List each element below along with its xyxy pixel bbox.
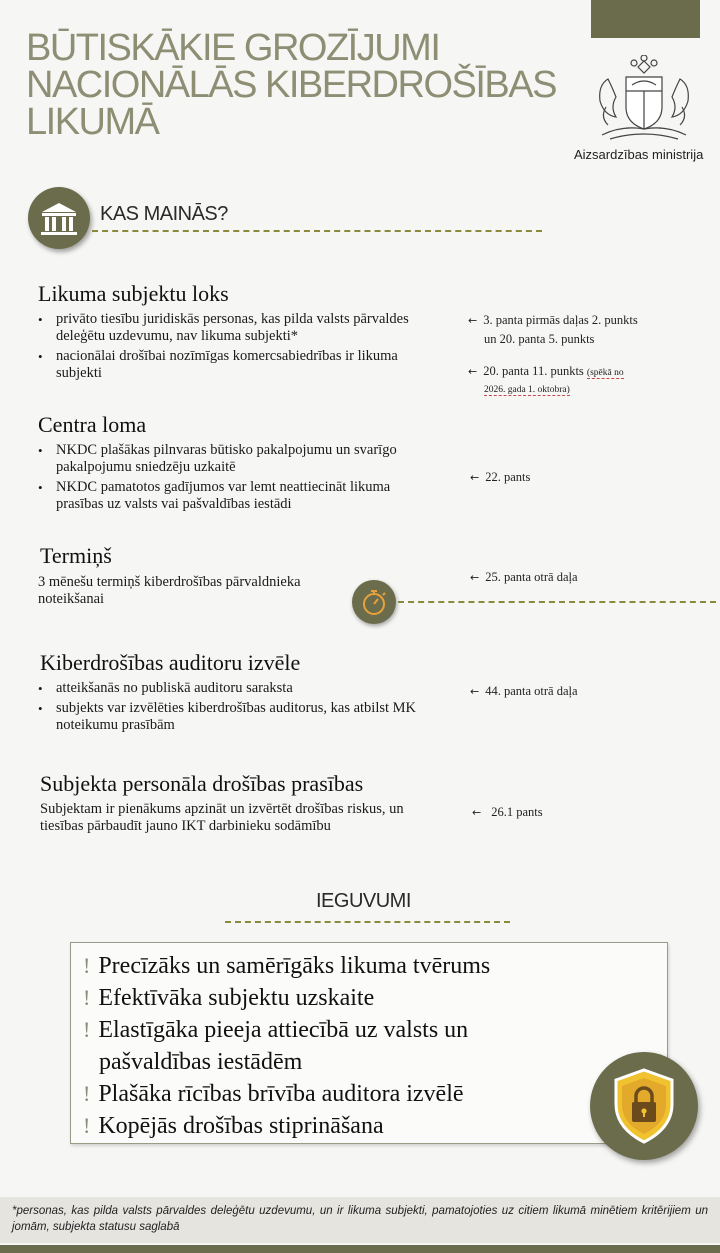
- changes-heading: KAS MAINĀS?: [100, 203, 228, 225]
- benefit-item: ! Precīzāks un samērīgāks likuma tvērums: [83, 953, 491, 979]
- deadline-divider: [398, 601, 716, 603]
- arrow-left-icon: ←: [472, 806, 482, 819]
- government-building-icon: [28, 187, 90, 249]
- list-item: • subjekts var izvēlēties kiberdrošības auditorus, kas atbilst MK noteikumu prasībām: [38, 700, 428, 734]
- shield-lock-icon: [590, 1052, 698, 1160]
- reference-subjects-2: ← 20. panta 11. punkts (spēkā no 2026. gada 1. oktobra): [468, 364, 624, 395]
- benefit-item-continued: pašvaldības iestādēm: [99, 1049, 303, 1075]
- title-line-3: LIKUMĀ: [26, 101, 159, 143]
- title-line-1: BŪTISKĀKIE GROZĪJUMI: [26, 27, 440, 69]
- list-item: • nacionālai drošībai nozīmīgas komercsabiedrības ir likuma subjekti: [38, 348, 428, 382]
- section-title-subjects: Likuma subjektu loks: [38, 281, 229, 306]
- section-text-personnel: Subjektam ir pienākums apzināt un izvērtēt drošības riskus, un tiesības pārbaudīt jauno IKT darbinieku sodāmību: [40, 801, 404, 834]
- arrow-left-icon: ←: [468, 365, 478, 378]
- reference-personnel: ← 26.1 pants: [472, 805, 543, 819]
- title-line-2: NACIONĀLĀS KIBERDROŠĪBAS: [26, 64, 556, 106]
- section-title-auditors: Kiberdrošības auditoru izvēle: [40, 650, 301, 675]
- list-item: • NKDC plašākas pilnvaras būtisko pakalpojumu un svarīgo pakalpojumu sniedzēju uzkaitē: [38, 442, 428, 476]
- heading-divider: [92, 230, 542, 232]
- stopwatch-icon: [352, 580, 396, 624]
- coat-of-arms-icon: [588, 55, 700, 147]
- reference-subjects-1: ← 3. panta pirmās daļas 2. punkts un 20. panta 5. punkts: [468, 313, 638, 346]
- benefits-divider: [225, 921, 510, 923]
- reference-auditors: ← 44. panta otrā daļa: [470, 684, 578, 698]
- section-list-subjects: [38, 311, 428, 385]
- benefit-item: ! Elastīgāka pieeja attiecībā uz valsts un: [83, 1017, 469, 1043]
- reference-deadline: ← 25. panta otrā daļa: [470, 570, 578, 584]
- arrow-left-icon: ←: [470, 571, 480, 584]
- benefits-heading: IEGUVUMI: [316, 890, 411, 912]
- top-accent-bar: [591, 0, 700, 38]
- section-title-centre: Centra loma: [38, 412, 147, 437]
- benefit-item: ! Efektīvāka subjektu uzskaite: [83, 985, 375, 1011]
- section-list-auditors: [38, 680, 428, 737]
- page-title: [26, 27, 586, 143]
- list-item: • privāto tiesību juridiskās personas, kas pilda valsts pārvaldes deleģētu uzdevumu, nav likuma subjekti*: [38, 311, 428, 345]
- footnote: *personas, kas pilda valsts pārvaldes deleģētu uzdevumu, un ir likuma subjekti, pamatojoties uz citiem likumā minētiem kritērijiem un jomām, subjekta statusu saglabā: [0, 1197, 720, 1243]
- benefit-item: ! Plašāka rīcības brīvība auditora izvēlē: [83, 1081, 464, 1107]
- benefit-item: ! Kopējās drošības stiprināšana: [83, 1113, 384, 1139]
- list-item: • atteikšanās no publiskā auditoru saraksta: [38, 680, 428, 697]
- section-text-deadline: 3 mēnešu termiņš kiberdrošības pārvaldnieka noteikšanai: [38, 574, 301, 607]
- reference-centre: ← 22. pants: [470, 470, 531, 484]
- list-item: • NKDC pamatotos gadījumos var lemt neattiecināt likuma prasības uz valsts vai pašvaldības iestādi: [38, 479, 428, 513]
- section-list-centre: [38, 442, 428, 516]
- bottom-accent-bar: [0, 1245, 720, 1253]
- section-title-personnel: Subjekta personāla drošības prasības: [40, 771, 364, 796]
- arrow-left-icon: ←: [470, 471, 480, 484]
- benefits-box: [70, 942, 668, 1144]
- arrow-left-icon: ←: [468, 314, 478, 327]
- section-title-deadline: Termiņš: [40, 543, 112, 568]
- ministry-name: Aizsardzības ministrija: [574, 147, 704, 162]
- arrow-left-icon: ←: [470, 685, 480, 698]
